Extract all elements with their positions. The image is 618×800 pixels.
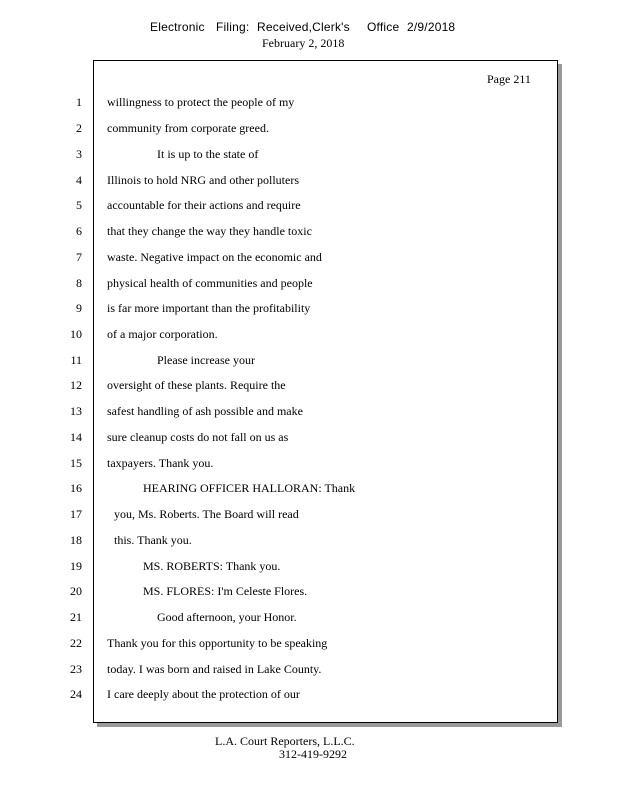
line-number: 15 [70,456,82,470]
line-text: taxpayers. Thank you. [107,456,214,470]
line-number: 22 [70,636,82,650]
reporter-phone: 312-419-9292 [279,747,347,761]
line-number: 11 [70,353,82,367]
line-number: 21 [70,610,82,624]
line-number: 12 [70,378,82,392]
line-text: sure cleanup costs do not fall on us as [107,430,289,444]
line-text: I care deeply about the protection of our [107,687,300,701]
line-text: that they change the way they handle toxic [107,224,312,238]
line-number: 10 [70,327,82,341]
reporter-company: L.A. Court Reporters, L.L.C. [215,734,355,748]
line-number: 16 [70,481,82,495]
line-number: 1 [76,95,82,109]
line-text: you, Ms. Roberts. The Board will read [114,507,299,521]
page-number: Page 211 [487,72,531,86]
line-number: 9 [76,301,82,315]
line-text: oversight of these plants. Require the [107,378,286,392]
line-text: this. Thank you. [114,533,192,547]
line-text: It is up to the state of [157,147,259,161]
line-text: willingness to protect the people of my [107,95,295,109]
line-text: is far more important than the profitability [107,301,311,315]
line-text: Please increase your [157,353,255,367]
line-number: 20 [70,584,82,598]
stamp-word-received-clerks: Received,Clerk's [257,20,350,34]
stamp-word-filing: Filing: [216,20,250,34]
line-text: accountable for their actions and require [107,198,301,212]
line-number: 2 [76,121,82,135]
line-text: of a major corporation. [107,327,218,341]
line-text: MS. FLORES: I'm Celeste Flores. [143,584,308,598]
line-number: 23 [70,662,82,676]
stamp-word-office: Office [367,20,400,34]
line-number: 24 [70,687,82,701]
filed-date: February 2, 2018 [262,36,345,50]
line-number: 17 [70,507,82,521]
line-number: 4 [76,173,82,187]
line-number: 8 [76,276,82,290]
line-number: 6 [76,224,82,238]
line-text: Illinois to hold NRG and other polluters [107,173,299,187]
line-text: MS. ROBERTS: Thank you. [143,559,281,573]
line-text: Good afternoon, your Honor. [157,610,297,624]
line-text: today. I was born and raised in Lake County. [107,662,322,676]
line-number: 18 [70,533,82,547]
line-number: 3 [76,147,82,161]
line-number: 5 [76,198,82,212]
line-number: 19 [70,559,82,573]
line-number: 14 [70,430,82,444]
line-text: waste. Negative impact on the economic and [107,250,322,264]
stamp-date: 2/9/2018 [407,20,456,34]
line-text: safest handling of ash possible and make [107,404,303,418]
line-number: 13 [70,404,82,418]
line-text: physical health of communities and people [107,276,313,290]
line-text: Thank you for this opportunity to be speaking [107,636,328,650]
line-text: HEARING OFFICER HALLORAN: Thank [143,481,356,495]
line-text: community from corporate greed. [107,121,269,135]
stamp-word-electronic: Electronic [150,20,205,34]
line-number: 7 [76,250,82,264]
